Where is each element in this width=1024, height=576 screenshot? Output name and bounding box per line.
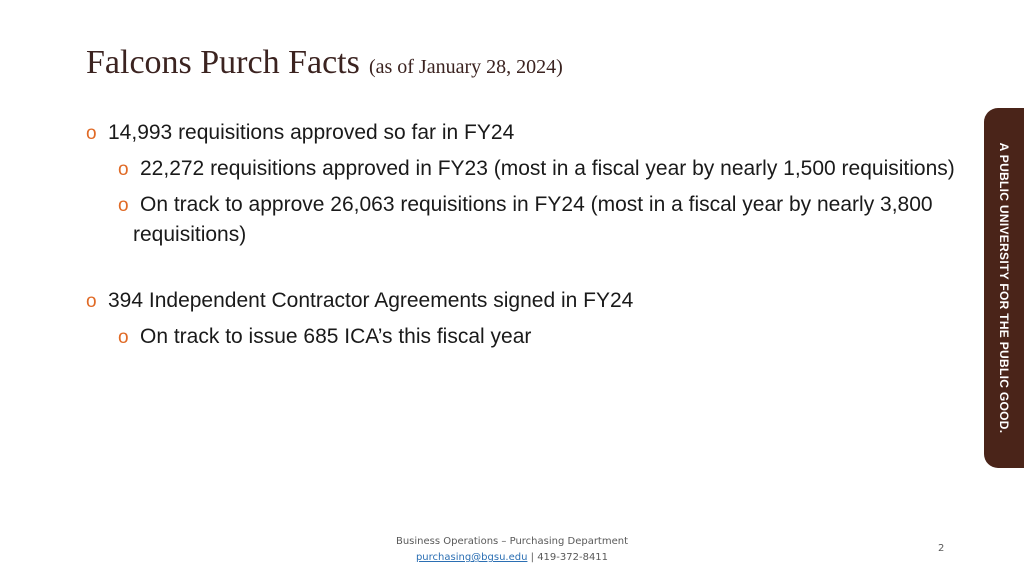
footer-phone: 419-372-8411 (537, 552, 609, 563)
sub-bullet-text: On track to approve 26,063 requisitions in FY24 (most in a fiscal year by nearly 3,800 requisitions) (133, 193, 933, 246)
bullet-marker-icon: o (118, 159, 129, 180)
sub-bullet-item (86, 190, 956, 250)
bullet-marker-icon: o (118, 195, 129, 216)
slide-title (86, 46, 563, 80)
sub-bullet-text: 22,272 requisitions approved in FY23 (most in a fiscal year by nearly 1,500 requisitions) (140, 157, 955, 180)
sub-bullet-text: On track to issue 685 ICA’s this fiscal year (140, 325, 532, 348)
bullet-item (86, 286, 956, 316)
page-number: 2 (938, 543, 945, 554)
footer (312, 534, 712, 566)
title-main: Falcons Purch Facts (86, 44, 360, 81)
bullet-marker-icon: o (86, 123, 97, 144)
title-date: (as of January 28, 2024) (368, 56, 563, 78)
side-tab-text: A PUBLIC UNIVERSITY FOR THE PUBLIC GOOD. (997, 142, 1011, 434)
bullet-item (86, 118, 956, 148)
side-tab (984, 108, 1024, 468)
bullet-marker-icon: o (118, 327, 129, 348)
sub-bullet-item (86, 322, 956, 352)
footer-contact (312, 550, 712, 566)
footer-email-link[interactable]: purchasing@bgsu.edu (415, 552, 528, 563)
sub-bullet-item (86, 154, 956, 184)
bullet-list (86, 118, 956, 352)
footer-separator: | (530, 552, 534, 563)
bullet-marker-icon: o (86, 291, 97, 312)
bullet-text: 394 Independent Contractor Agreements signed in FY24 (108, 289, 634, 312)
footer-department: Business Operations – Purchasing Department (395, 536, 629, 547)
bullet-text: 14,993 requisitions approved so far in FY24 (108, 121, 515, 144)
